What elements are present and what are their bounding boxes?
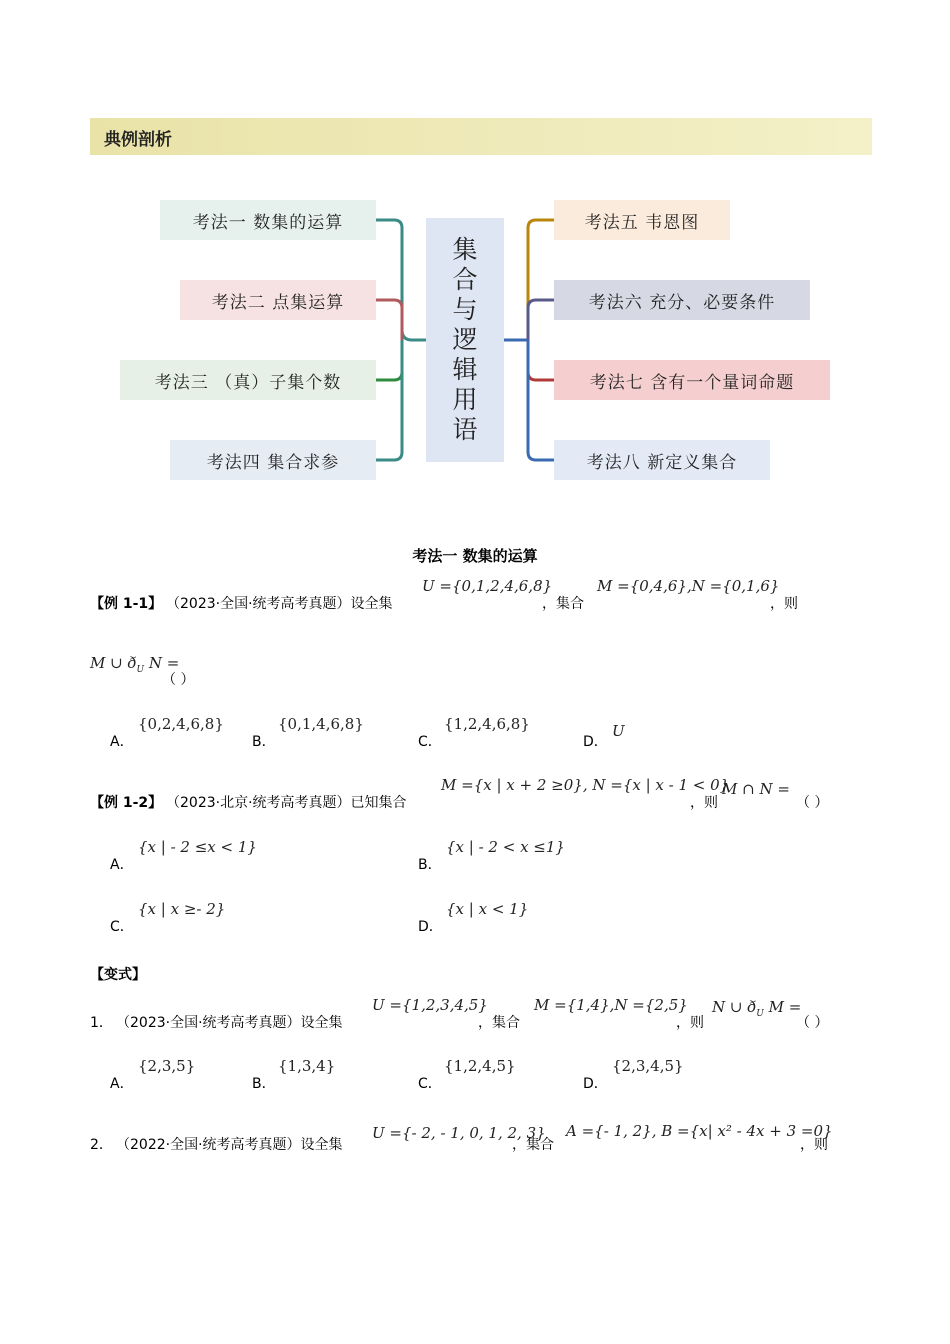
question-source: （2022·全国·统考高考真题）设全集 xyxy=(116,1137,343,1153)
question-mid-text: ，集合 xyxy=(478,1015,520,1031)
option-letter: B． xyxy=(252,734,276,750)
example-1-1-end-text: ，则 xyxy=(770,596,798,612)
option-value: {0,2,4,6,8} xyxy=(138,715,224,733)
mindmap-node-method-6: 考法六 充分、必要条件 xyxy=(554,280,810,320)
section-title: 典例剖析 xyxy=(104,130,172,150)
question-number: 2． xyxy=(90,1137,113,1153)
option-letter: D． xyxy=(418,919,443,935)
example-1-1-source: （2023·全国·统考高考真题）设全集 xyxy=(166,596,393,612)
question-end-text: ，则 xyxy=(800,1137,828,1153)
expr-sub: U xyxy=(136,665,145,675)
center-char: 与 xyxy=(452,295,478,324)
option-letter: C． xyxy=(110,919,134,935)
question-number: 1． xyxy=(90,1015,113,1031)
example-1-2-source: （2023·北京·统考高考真题）已知集合 xyxy=(166,795,407,811)
question-universal-set: U ={- 2, - 1, 0, 1, 2, 3} xyxy=(372,1124,546,1142)
option-value: {2,3,4,5} xyxy=(612,1057,684,1075)
connector-right-1 xyxy=(528,220,554,340)
expr-main: N ∪ ð xyxy=(712,998,757,1016)
example-1-2-end-text: ，则 xyxy=(690,795,718,811)
question-mid-text: ，集合 xyxy=(512,1137,554,1153)
expr-tail: N = xyxy=(148,654,180,672)
expr-tail: M = xyxy=(768,998,802,1016)
mindmap-node-method-7: 考法七 含有一个量词命题 xyxy=(554,360,830,400)
center-char: 逻 xyxy=(452,325,478,354)
mindmap-node-method-3: 考法三 （真）子集个数 xyxy=(120,360,376,400)
question-end-text: ，则 xyxy=(676,1015,704,1031)
mindmap-node-method-8: 考法八 新定义集合 xyxy=(554,440,770,480)
center-char: 辑 xyxy=(452,355,478,384)
mindmap-node-method-2: 考法二 点集运算 xyxy=(180,280,376,320)
example-1-1-tag: 【例 1-1】 xyxy=(90,596,163,612)
option-value: {1,3,4} xyxy=(278,1057,336,1075)
mindmap-node-method-1: 考法一 数集的运算 xyxy=(160,200,376,240)
center-char: 集 xyxy=(452,235,478,264)
example-1-1-universal-set: U ={0,1,2,4,6,8} xyxy=(422,577,553,595)
mindmap-center-node xyxy=(426,218,504,462)
option-value: {x | - 2 ≤x < 1} xyxy=(138,838,257,856)
option-letter: B． xyxy=(418,857,442,873)
example-1-2-expression: M ∩ N = xyxy=(722,780,790,798)
connector-left-2 xyxy=(376,300,402,340)
option-value: {2,3,5} xyxy=(138,1057,196,1075)
option-letter: A． xyxy=(110,734,134,750)
mindmap-node-method-4: 考法四 集合求参 xyxy=(170,440,376,480)
option-letter: B． xyxy=(252,1076,276,1092)
connector-left-4 xyxy=(376,340,402,460)
question-source: （2023·全国·统考高考真题）设全集 xyxy=(116,1015,343,1031)
option-value: U xyxy=(612,722,625,740)
connector-right-4 xyxy=(528,340,554,460)
option-value: {x | x ≥- 2} xyxy=(138,900,226,918)
example-1-1-sets: M ={0,4,6},N ={0,1,6} xyxy=(597,577,780,595)
connector-left-3 xyxy=(376,340,402,380)
option-letter: C． xyxy=(418,1076,442,1092)
option-letter: C． xyxy=(418,734,442,750)
expr-main: M ∪ ð xyxy=(90,654,137,672)
connector-right-3 xyxy=(528,340,554,380)
answer-paren: （ ） xyxy=(796,795,829,811)
mindmap-node-method-5: 考法五 韦恩图 xyxy=(554,200,730,240)
center-char: 合 xyxy=(452,265,478,294)
center-char: 用 xyxy=(452,385,478,414)
option-value: {x | x < 1} xyxy=(446,900,529,918)
option-letter: D． xyxy=(583,734,608,750)
answer-paren: （ ） xyxy=(796,1015,829,1031)
question-sets: A ={- 1, 2}, B ={x| x² - 4x + 3 =0} xyxy=(566,1122,833,1140)
example-1-1-mid-text: ，集合 xyxy=(542,596,584,612)
method-heading: 考法一 数集的运算 xyxy=(412,547,538,565)
variant-title: 【变式】 xyxy=(90,967,146,983)
example-1-2-sets: M ={x | x + 2 ≥0}, N ={x | x - 1 < 0} xyxy=(441,776,730,794)
example-1-2-tag: 【例 1-2】 xyxy=(90,795,163,811)
option-letter: D． xyxy=(583,1076,608,1092)
option-value: {1,2,4,5} xyxy=(444,1057,516,1075)
expr-sub: U xyxy=(756,1009,764,1019)
connector-right-2 xyxy=(528,300,554,340)
option-letter: A． xyxy=(110,857,134,873)
answer-paren: （ ） xyxy=(162,672,195,688)
option-value: {0,1,4,6,8} xyxy=(278,715,364,733)
question-sets: M ={1,4},N ={2,5} xyxy=(534,996,688,1014)
option-value: {x | - 2 < x ≤1} xyxy=(446,838,565,856)
center-char: 语 xyxy=(452,415,478,444)
question-expression xyxy=(712,998,801,1019)
option-letter: A． xyxy=(110,1076,134,1092)
option-value: {1,2,4,6,8} xyxy=(444,715,530,733)
question-universal-set: U ={1,2,3,4,5} xyxy=(372,996,488,1014)
